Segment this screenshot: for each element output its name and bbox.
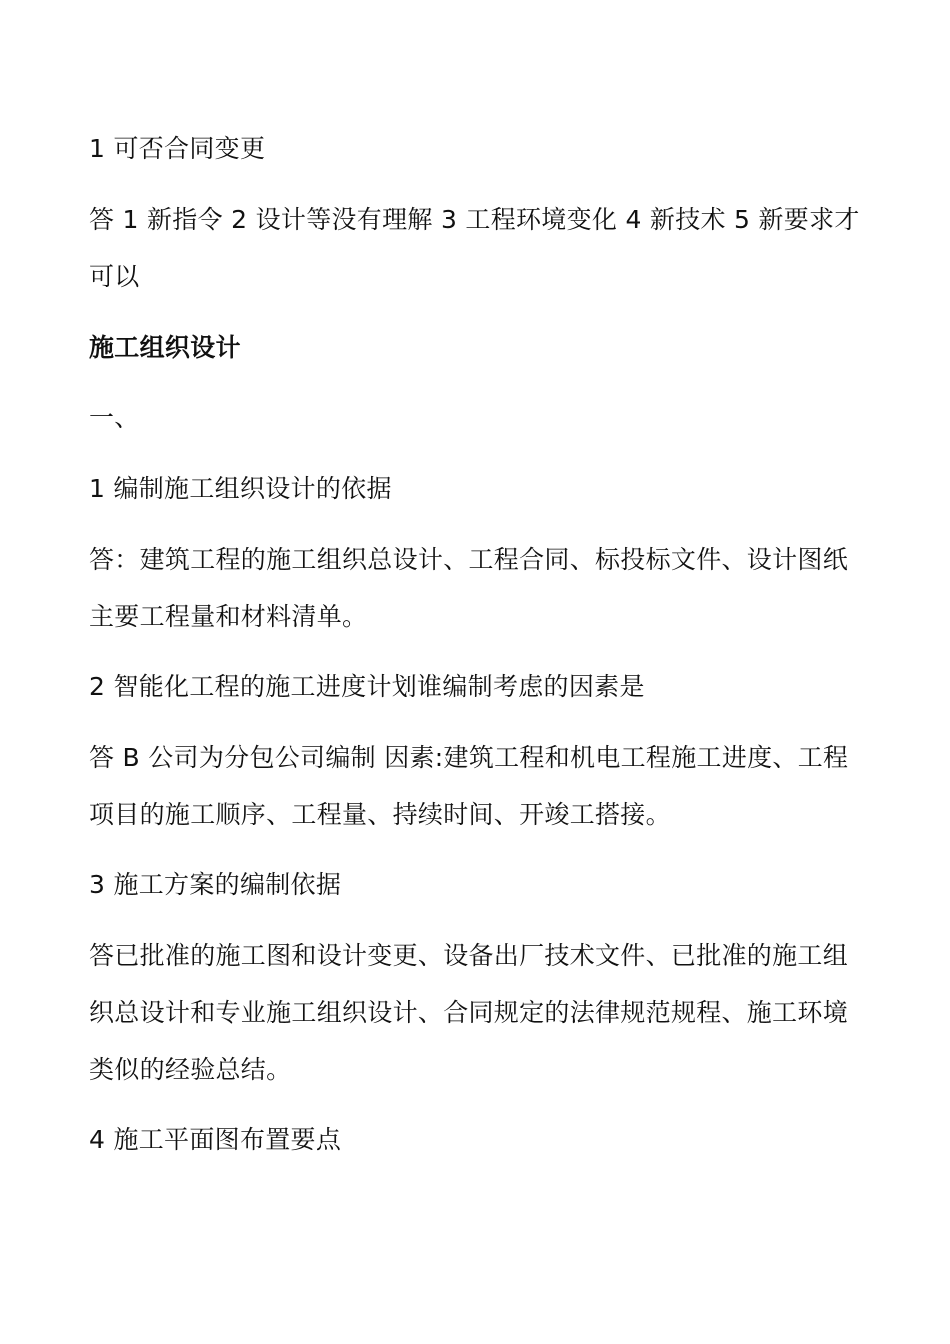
answer-1-line-1: 答：建筑工程的施工组织总设计、工程合同、标投标文件、设计图纸 xyxy=(89,545,849,574)
question-1: 1 编制施工组织设计的依据 xyxy=(89,474,392,503)
answer-contract-change-line-1: 答 1 新指令 2 设计等没有理解 3 工程环境变化 4 新技术 5 新要求才 xyxy=(89,205,860,234)
answer-3-line-3: 类似的经验总结。 xyxy=(89,1055,292,1084)
question-4: 4 施工平面图布置要点 xyxy=(89,1125,342,1154)
answer-2-line-2: 项目的施工顺序、工程量、持续时间、开竣工搭接。 xyxy=(89,800,671,829)
answer-2-line-1: 答 B 公司为分包公司编制 因素:建筑工程和机电工程施工进度、工程 xyxy=(89,743,849,772)
question-contract-change: 1 可否合同变更 xyxy=(89,134,266,163)
answer-contract-change-line-2: 可以 xyxy=(89,262,140,291)
subsection-number: 一、 xyxy=(89,403,140,432)
section-heading: 施工组织设计 xyxy=(89,333,241,362)
question-3: 3 施工方案的编制依据 xyxy=(89,870,342,899)
question-2: 2 智能化工程的施工进度计划谁编制考虑的因素是 xyxy=(89,672,645,701)
answer-3-line-1: 答已批准的施工图和设计变更、设备出厂技术文件、已批准的施工组 xyxy=(89,941,849,970)
answer-1-line-2: 主要工程量和材料清单。 xyxy=(89,602,368,631)
answer-3-line-2: 织总设计和专业施工组织设计、合同规定的法律规范规程、施工环境 xyxy=(89,998,849,1027)
